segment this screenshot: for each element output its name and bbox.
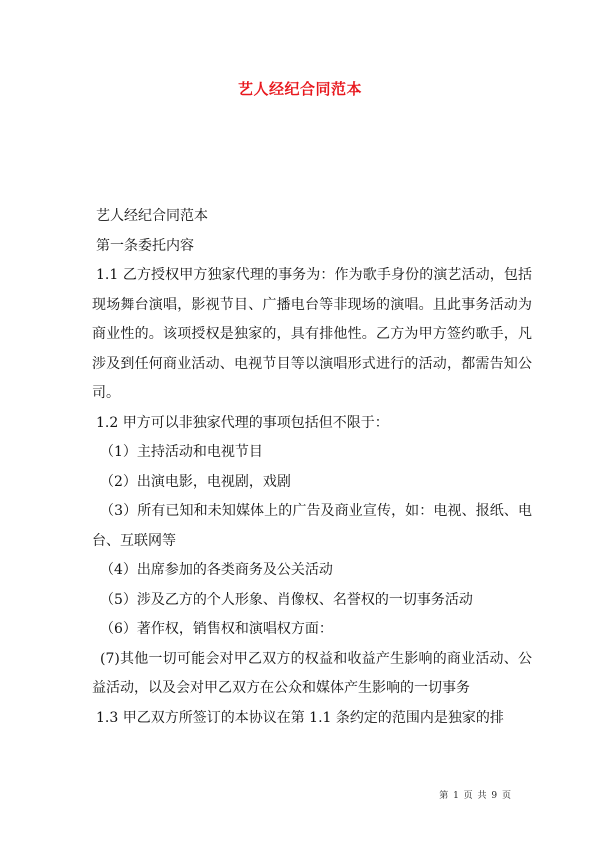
paragraph-article-1-title: 第一条委托内容 (96, 237, 194, 254)
list-item-7: (7)其他一切可能会对甲乙双方的权益和收益产生影响的商业活动、公益活动，以及会对甲乙双方在公众和媒体产生影响的一切事务 (92, 650, 532, 696)
list-item-4: （4）出席参加的各类商务及公关活动 (100, 562, 333, 578)
paragraph-clause-1-1: 1.1 乙方授权甲方独家代理的事务为：作为歌手身份的演艺活动，包括现场舞台演唱，影视节目、广播电台等非现场的演唱。且此事务活动为商业性的。该项授权是独家的，具有排他性。乙方为甲方签约歌手，凡涉及到任何商业活动、电视节目等以演唱形式进行的活动，都需告知公司。 (92, 267, 532, 401)
document-title: 艺人经纪合同范本 (237, 80, 362, 98)
page-number: 第 1 页 共 9 页 (439, 791, 512, 801)
paragraph-clause-1-3: 1.3 甲乙双方所签订的本协议在第 1.1 条约定的范围内是独家的排 (96, 709, 504, 726)
paragraph-heading: 艺人经纪合同范本 (96, 208, 208, 224)
list-item-2: （2）出演电影，电视剧，戏剧 (100, 473, 291, 490)
paragraph-clause-1-2: 1.2 甲方可以非独家代理的事项包括但不限于： (96, 414, 389, 431)
list-item-3: （3）所有已知和未知媒体上的广告及商业宣传，如：电视、报纸、电台、互联网等 (92, 503, 532, 549)
list-item-6: （6）著作权，销售权和演唱权方面： (100, 621, 333, 637)
list-item-5: （5）涉及乙方的个人形象、肖像权、名誉权的一切事务活动 (100, 591, 473, 608)
list-item-1: （1）主持活动和电视节目 (100, 444, 263, 460)
document-body (92, 202, 532, 733)
